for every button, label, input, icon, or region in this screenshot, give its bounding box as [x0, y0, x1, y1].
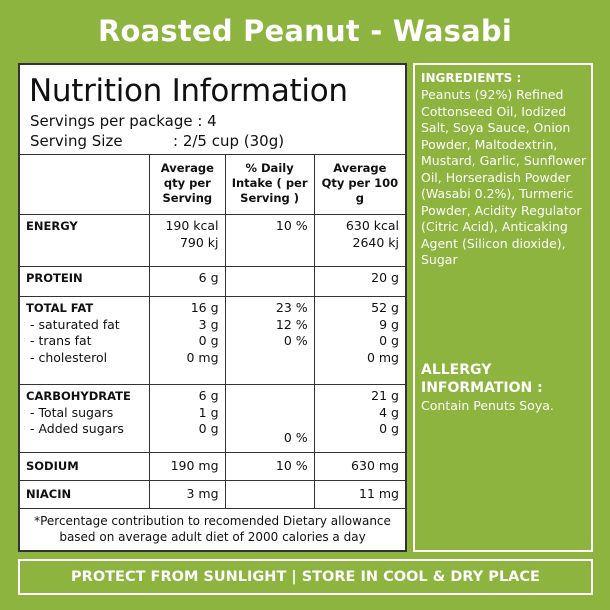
serving-size — [30, 132, 285, 150]
ingredients-heading: INGREDIENTS : — [421, 71, 522, 85]
nutrition-panel — [18, 63, 407, 552]
cell-value: 52 g — [371, 300, 399, 315]
nutrition-table — [20, 154, 405, 509]
cell-value: 20 g — [371, 270, 399, 285]
cell-value: 190 mg — [170, 458, 219, 474]
cell-value: 4 g — [379, 404, 399, 420]
row-label: TOTAL FAT — [26, 301, 94, 315]
cell-value: 1 g — [198, 404, 219, 420]
row-label: NIACIN — [26, 487, 72, 502]
cell-value: 0 g — [379, 333, 399, 348]
cell-value: 6 g — [198, 270, 219, 285]
row-sublabel: - Added sugars — [26, 421, 124, 436]
cell-value: 0 % — [283, 333, 308, 348]
column-header: % Daily Intake ( per Serving ) — [225, 155, 314, 215]
cell-value: 0 mg — [186, 349, 219, 365]
cell-value: 12 % — [275, 316, 308, 332]
cell-value: 9 g — [379, 316, 399, 332]
column-header: Average qty per Serving — [150, 155, 225, 215]
row-sublabel: - Total sugars — [26, 404, 114, 420]
cell-value: 21 g — [371, 388, 399, 403]
table-row — [20, 453, 405, 481]
servings-per-package: Servings per package : 4 — [30, 112, 217, 130]
serving-size-value: : 2/5 cup (30g) — [173, 132, 285, 150]
cell-value: 10 % — [275, 458, 308, 474]
footnote: *Percentage contribution to recomended Dietary allowance based on average adult diet of 2000 calories a day — [34, 514, 391, 544]
column-header: Average Qty per 100 g — [314, 155, 405, 215]
table-row — [20, 297, 405, 385]
cell-value: 0 g — [379, 421, 399, 436]
cell-value: 16 g — [190, 300, 219, 315]
table-row — [20, 385, 405, 453]
ingredients-text: Peanuts (92%) Refined Cottonseed Oil, Iodized Salt, Soya Sauce, Onion Powder, Maltodextrin, Mustard, Garlic, Sunflower Oil, Horseradish Powder (Wasabi 0.2%), Turmeric Powder, Acidity Regulator (Citric Acid), Anticaking Agent (Silicon dioxide), Sugar — [421, 87, 587, 267]
row-sublabel: - cholesterol — [26, 349, 108, 365]
table-row — [20, 215, 405, 267]
row-label: PROTEIN — [26, 271, 83, 285]
table-row — [20, 267, 405, 297]
cell-value: 3 mg — [186, 486, 219, 502]
cell-value: 10 % — [275, 218, 308, 233]
row-label: CARBOHYDRATE — [26, 389, 131, 403]
row-label: ENERGY — [26, 219, 78, 233]
row-label: SODIUM — [26, 459, 79, 474]
cell-value: 630 kcal — [345, 218, 399, 233]
nutrition-heading: Nutrition Information — [29, 73, 348, 109]
cell-value: 6 g — [198, 388, 219, 403]
table-header-row — [20, 155, 405, 215]
cell-value: 3 g — [198, 316, 219, 332]
cell-value: 0 g — [198, 421, 219, 436]
product-title: Roasted Peanut - Wasabi — [98, 14, 512, 48]
row-sublabel: - saturated fat — [26, 316, 120, 332]
serving-size-label: Serving Size — [30, 132, 123, 150]
table-row — [20, 481, 405, 509]
cell-value: 630 mg — [351, 458, 399, 474]
ingredients-panel — [413, 63, 593, 552]
allergy-text: Contain Penuts Soya. — [421, 398, 554, 413]
storage-instructions: PROTECT FROM SUNLIGHT | STORE IN COOL & DRY PLACE — [18, 559, 593, 595]
row-sublabel: - trans fat — [26, 333, 92, 348]
cell-value: 0 mg — [366, 349, 399, 365]
column-header — [20, 155, 150, 215]
cell-value: 2640 kj — [352, 234, 399, 250]
allergy-heading: ALLERGY INFORMATION : — [421, 362, 543, 396]
cell-value: 790 kj — [179, 234, 219, 250]
cell-value: 23 % — [275, 300, 308, 315]
cell-value: 190 kcal — [165, 218, 219, 233]
cell-value: 11 mg — [359, 486, 399, 502]
cell-value: 0 g — [198, 333, 219, 348]
cell-value: 0 % — [283, 429, 308, 445]
